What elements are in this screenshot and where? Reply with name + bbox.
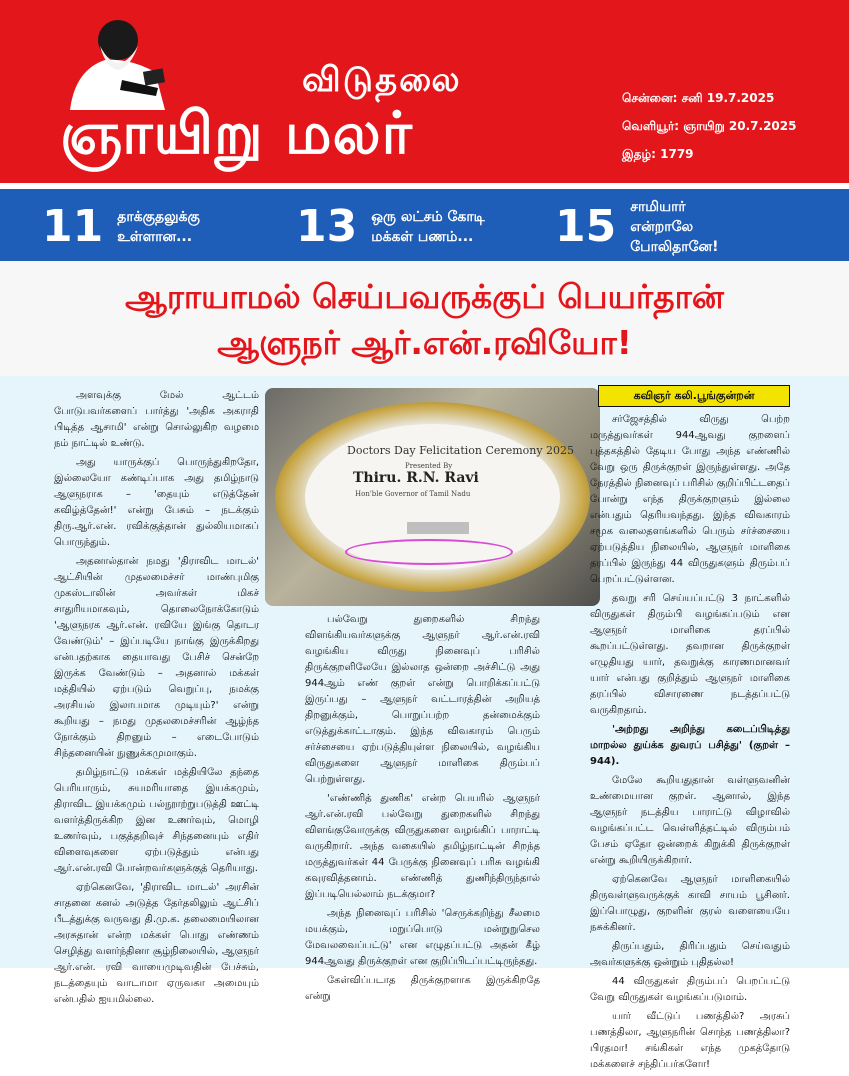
plate-ceremony-text: Doctors Day Felicitation Ceremony 2025 (347, 444, 575, 457)
headline-area (0, 261, 849, 376)
issue-info (622, 84, 796, 168)
teaser-text: தாக்குதலுக்கு உள்ளான... (117, 209, 200, 245)
plate-subtitle-text: Hon'ble Governor of Tamil Nadu (355, 490, 471, 498)
paper-name: விடுதலை (302, 60, 462, 100)
plate-name-text: Thiru. R.N. Ravi (353, 470, 479, 486)
paragraph: சர்ஜேசத்தில் விருது பெற்ற மருத்துவர்கள் 944ஆவது குறளைப் புத்தகத்தில் தேடிய போது அந்த எண்ணில் வேறு ஒரு திருக்குறள் இருந்துள்ளது. அதே நேரத்தில் நினைவுப் பரிசில் குறிப்பிட்டதைப் போன்று எந்த திருக்குறளும் இல்லை என்பதும் தெரியவந்தது. இந்த விவகாரம் சமூக வலைதளங்களில் பெரும் சர்ச்சையை ஏற்படுத்திய நிலையில், ஆளுநர் மாளிகை தரப்பில் இருந்து 44 விருதுகளும் திரும்பப் பெறப்பட்டுள்ளன. (590, 414, 790, 585)
paragraph: ஏற்கெனவே, 'திராவிட மாடல்' அரசின் சாதனை கனல் அடுத்த தேர்தலிலும் ஆட்சிப் பீடத்துக்கு வருவது தி.மு.க. தலைமையிலான அரசுதான் என்ற மக்கள் பொது எண்ணம் செழித்து வளர்ந்தினா சூழ்நிலையில், ஆளுநர் ஆர்.என். ரவி வாயைமுடிவதின் பேச்சும், நடத்தையும் வாடாமா ஏருவகா அமையும் என்பதில் ஐயமில்லை. (54, 882, 259, 1005)
highlight-ring (345, 539, 513, 565)
masthead (0, 0, 849, 183)
paragraph: ஏற்கெனவே ஆளுநர் மாளிகையில் திருவள்ளுவருக்குக் காவி சாயம் பூசினர். இப்பொழுது, குறளின் குரல் வளையையே நசுக்கினர். (590, 874, 790, 933)
teaser-item[interactable] (296, 199, 491, 255)
author-byline: கவிஞர் கலி.பூங்குன்றன் (598, 385, 790, 407)
paragraph: அது யாருக்குப் பொருந்துகிறதோ, இல்லையோ கண்டிப்பாக அது தமிழ்நாடு ஆளுநராக – 'தையும் எடுத்தேன் கவிழ்த்தேன்!' என்று பேசும் – நடக்கும் திரு.ஆர்.என். ரவிக்குத்தான் துல்லியமாகப் பொருந்தும். (54, 457, 259, 548)
paragraph: அளவுக்கு மேல் ஆட்டம் போடுபவர்களைப் பார்த்து 'அதிக அகராதி பிடித்த ஆசாமி' என்று சொல்லுகிற வழமை நம் நாட்டில் உண்டு. (54, 390, 259, 449)
issue-number: இதழ்: 1779 (622, 147, 694, 161)
column-1 (54, 388, 259, 1011)
teaser-page-number: 15 (555, 201, 617, 252)
paragraph: கேள்விப்படாத திருக்குறளாக இருக்கிறதே என்று (305, 975, 540, 1002)
paragraph: அதனால்தான் நமது 'திராவிட மாடல்' ஆட்சியின் முதலமைச்சர் மாண்புமிகு முகஸ்டாலின் அவர்கள் மிகச் சாதுரியமாகவும், தொலைநோக்கோடும் 'ஆளுநரக ஆர்.என். ரவியே இங்கு தொடர வேண்டும்' – இப்படியே நாங்கு இருக்கிறது என்பதற்காக தையாவது பேசிச் சென்றே இருக்க வேண்டும் – அதனால் மக்கள் மத்தியில் ஏற்படும் வெறுப்பு, நமக்கு அரசியல் இலாபமாக முடியும்?' என்று கூறியது – நமது முதலமைச்சரின் ஆழ்ந்த நோக்கும் திறனும் – எடைபோடும் சிந்தனையின் நுணுக்கமுமாகும். (54, 556, 259, 759)
paragraph: 'எண்ணித் துணிக' என்ற பெயரில் ஆளுநர் ஆர்.என்.ரவி பல்வேறு துறைகளில் சிறந்து விளங்குவோருக்கு விருதுகளை வழங்கிப் பாராட்டி வருகிறார். அந்த வகையில் தமிழ்நாட்டின் சிறந்த மருத்துவர்கள் 44 பேருக்கு நினைவுப் பரிசு வழங்கி கவுரவித்தனாம். எண்ணித் துணிந்திருந்தால் இப்படியெல்லாம் நடக்குமா? (305, 793, 540, 900)
teaser-text: ஒரு லட்சம் கோடி மக்கள் பணம்... (371, 209, 485, 245)
paragraph: அந்த நினைவுப் பரிசில் 'செருக்கறிந்து சீலமை மயக்கும், மறுப்பொடு மன்றுறுசெல மேவலவைப்பட்டு' என எழுதப்பட்டு அதன் கீழ் 944ஆவது திருக்குறள் என குறிப்பிடப்பட்டிருந்தது. (305, 908, 540, 967)
founder-portrait (60, 10, 170, 110)
supplement-title: ஞாயிறு மலர் (60, 99, 413, 167)
column-3 (590, 412, 790, 1076)
date-chennai: சென்னை: சனி 19.7.2025 (622, 91, 775, 105)
award-plate (275, 402, 590, 592)
teaser-item[interactable] (555, 199, 750, 255)
paragraph: பல்வேறு துறைகளில் சிறந்து விளங்கியவர்களுக்கு ஆளுநர் ஆர்.என்.ரவி வழங்கிய விருது நினைவுப் பரிசில் திருக்குறளிலேயே இல்லாத ஒன்றை அச்சிட்டு அது 944ஆம் எண் குறள் என்று பொறிக்கப்பட்டு இருப்பது – ஆளுநர் வட்டாரத்தின் அறியத் திறனுக்கும், பொறுப்பற்ற தன்மைக்கும் எடுத்துக்காட்டாகும். இந்த விவகாரம் பெரும் சர்ச்சையை ஏற்படுத்தியுள்ள நிலையில், வழங்கிய விருதுகளை ஆளுநர் மாளிகை திரும்பப் பெற்றுள்ளது. (305, 614, 540, 785)
headline-line-2: ஆளுநர் ஆர்.என்.ரவியோ! (217, 323, 632, 362)
teaser-page-number: 11 (42, 201, 104, 252)
teaser-page-number: 13 (296, 201, 358, 252)
teaser-item[interactable] (42, 199, 237, 255)
kural-quote: 'அற்றது அறிந்து கடைப்பிடித்து மாறல்ல துய்க்க துவரப் பசித்து' (குறள் – 944). (590, 724, 790, 767)
plate-presented-text: Presented By (405, 462, 453, 470)
award-plate-photo (265, 388, 600, 606)
paragraph: மேலே கூறியதுதான் வள்ளுவனின் உண்மையான குறள். ஆனால், இந்த ஆளுநர் நடத்திய பாராட்டு விழாவில் வழங்கப்பட்ட வெள்ளித்தட்டில் விரும்பம் பேசம் ஏதோ ஒன்றைக் கிறுக்கி திருக்குறள் என்று கூறியிருக்கிறார். (590, 775, 790, 866)
paragraph: 44 விருதுகள் திரும்பப் பெறப்பட்டு வேறு விருதுகள் வழங்கப்படுமாம். (590, 976, 790, 1003)
paragraph: திருப்பதும், திரிப்பதும் செய்வதும் அவர்களுக்கு ஒன்றும் புதிதல்ல! (590, 941, 790, 968)
blurred-recipient-name (407, 522, 469, 534)
paragraph: யார் வீட்டுப் பணத்தில்? அரசுப் பணத்திலா, ஆளுநரின் சொந்த பணத்திலா? பிரதமா! சங்கிகள் எந்த முகத்தோடு மக்களைச் சந்திப்பர்களோ! (590, 1011, 790, 1070)
column-2 (305, 612, 540, 1008)
paragraph: தமிழ்நாட்டு மக்கள் மத்தியிலே தந்தை பெரியாரும், சுயமரியாதை இயக்கமும், திராவிட இயக்கமும் பல்நூாற்றுபடுத்தி ஊட்டி வளர்த்திருக்கிற இன உணர்வும், மொழி உணர்வும், பகுத்தறிவுச் சிந்தனையும் எதிர் விளைவுகளை ஏற்படுத்தும் என்பது ஆர்.என்.ரவி போன்றவர்களுக்குத் தெரியாது. (54, 767, 259, 874)
headline-line-1: ஆராயாமல் செய்பவருக்குப் பெயர்தான் (125, 277, 724, 316)
teaser-bar (0, 183, 849, 261)
paragraph: தவறு சரி செய்யப்பட்டு 3 நாட்களில் விருதுகள் திரும்பி வழங்கப்படும் என ஆளுநர் மாளிகை தரப்பில் கூறப்பட்டுள்ளது. தவறான திருக்குறள் எழுதியது யார், தவறுக்கு காரணமானவர் யார் என்பது குறித்தும் ஆளுநர் மாளிகை தரப்பில் விசாரணை நடத்தப்பட்டு வருகிறதாம். (590, 593, 790, 716)
date-outstation: வெளியூர்: ஞாயிறு 20.7.2025 (622, 119, 797, 133)
teaser-text: சாமியார் என்றாலே போலிதானே! (630, 199, 719, 255)
